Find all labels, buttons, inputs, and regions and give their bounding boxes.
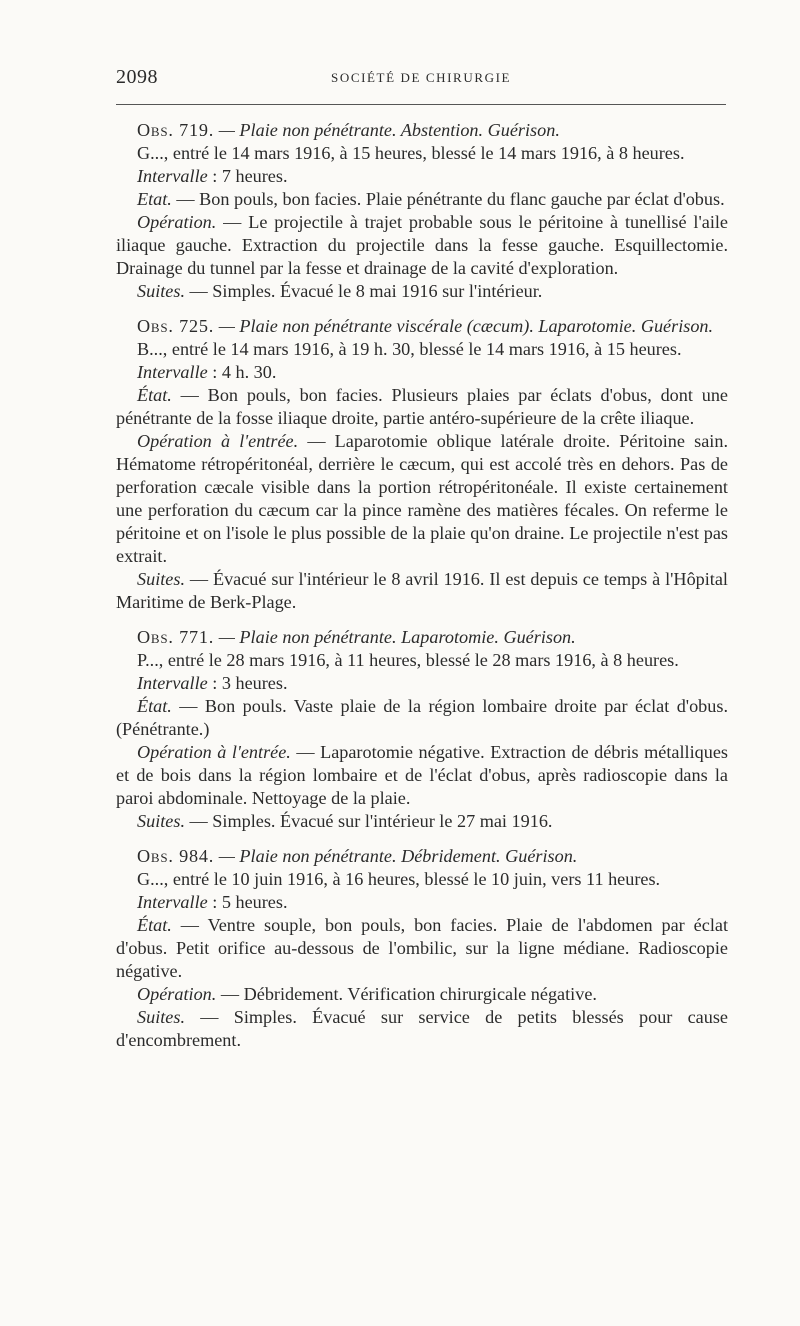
observation-number: Obs. 984.	[137, 846, 215, 866]
interval-paragraph	[116, 672, 728, 695]
observation-719	[116, 119, 728, 303]
paragraph-label: Opération.	[137, 212, 217, 232]
body-text	[116, 119, 728, 1064]
paragraph-text: — Ventre souple, bon pouls, bon facies. Plaie de l'abdomen par éclat d'obus. Petit orifice au-dessous de l'ombilic, sur la ligne médiane. Radioscopie négative.	[116, 915, 728, 981]
paragraph-text: : 5 heures.	[207, 892, 288, 912]
paragraph-text: — Simples. Évacué sur l'intérieur le 27 mai 1916.	[185, 811, 553, 831]
observation-725	[116, 315, 728, 614]
observation-title	[116, 845, 728, 868]
paragraph-label: Etat.	[137, 189, 172, 209]
paragraph-text: : 7 heures.	[207, 166, 288, 186]
paragraph-text: — Laparotomie négative. Extraction de débris métalliques et de bois dans la région lombaire et de l'éclat d'obus, après radioscopie dans la paroi abdominale. Nettoyage de la plaie.	[116, 742, 728, 808]
state-paragraph	[116, 188, 728, 211]
paragraph-label: Suites.	[137, 1007, 185, 1027]
observation-title	[116, 626, 728, 649]
paragraph-label: Opération à l'entrée.	[137, 431, 299, 451]
paragraph-text: : 3 heures.	[207, 673, 288, 693]
outcome-paragraph	[116, 810, 728, 833]
patient-entry	[116, 338, 728, 361]
observation-title	[116, 119, 728, 142]
paragraph-label: État.	[137, 915, 172, 935]
observation-771	[116, 626, 728, 833]
header-rule	[116, 104, 726, 105]
paragraph-text: — Simples. Évacué sur service de petits blessés pour cause d'encombrement.	[116, 1007, 728, 1050]
observation-number: Obs. 771.	[137, 627, 215, 647]
paragraph-label: Intervalle	[137, 673, 208, 693]
paragraph-text: : 4 h. 30.	[207, 362, 277, 382]
paragraph-text: P..., entré le 28 mars 1916, à 11 heures, blessé le 28 mars 1916, à 8 heures.	[137, 650, 679, 670]
operation-paragraph	[116, 430, 728, 568]
observation-description: — Plaie non pénétrante viscérale (cæcum). Laparotomie. Guérison.	[218, 316, 714, 336]
paragraph-text: G..., entré le 14 mars 1916, à 15 heures, blessé le 14 mars 1916, à 8 heures.	[137, 143, 685, 163]
paragraph-text: — Le projectile à trajet probable sous le péritoine à tunellisé l'aile iliaque gauche. Extraction du projectile dans la fesse gauche. Esquillectomie. Drainage du tunnel par la fesse et drainage de la cavité d'exploration.	[116, 212, 728, 278]
paragraph-text: — Bon pouls. Vaste plaie de la région lombaire droite par éclat d'obus. (Pénétrante.)	[116, 696, 728, 739]
running-title: SOCIÉTÉ DE CHIRURGIE	[331, 70, 512, 85]
paragraph-text: — Bon pouls, bon facies. Plaie pénétrante du flanc gauche par éclat d'obus.	[171, 189, 725, 209]
paragraph-label: Intervalle	[137, 362, 208, 382]
outcome-paragraph	[116, 568, 728, 614]
page-header	[116, 66, 726, 90]
patient-entry	[116, 649, 728, 672]
observation-title	[116, 315, 728, 338]
page-number: 2098	[116, 66, 158, 88]
paragraph-label: Intervalle	[137, 166, 208, 186]
paragraph-label: Opération.	[137, 984, 217, 1004]
paragraph-label: Suites.	[137, 811, 185, 831]
patient-entry	[116, 868, 728, 891]
interval-paragraph	[116, 361, 728, 384]
interval-paragraph	[116, 891, 728, 914]
paragraph-label: Intervalle	[137, 892, 208, 912]
paragraph-text: — Simples. Évacué le 8 mai 1916 sur l'intérieur.	[185, 281, 543, 301]
paragraph-label: Suites.	[137, 569, 185, 589]
operation-paragraph	[116, 211, 728, 280]
outcome-paragraph	[116, 280, 728, 303]
operation-paragraph	[116, 741, 728, 810]
state-paragraph	[116, 384, 728, 430]
paragraph-text: G..., entré le 10 juin 1916, à 16 heures, blessé le 10 juin, vers 11 heures.	[137, 869, 661, 889]
paragraph-text: — Bon pouls, bon facies. Plusieurs plaies par éclats d'obus, dont une pénétrante de la fosse iliaque droite, partie antéro-supérieure de la crête iliaque.	[116, 385, 728, 428]
state-paragraph	[116, 914, 728, 983]
observation-number: Obs. 719.	[137, 120, 215, 140]
observation-number: Obs. 725.	[137, 316, 215, 336]
observation-description: — Plaie non pénétrante. Abstention. Guérison.	[218, 120, 560, 140]
observation-984	[116, 845, 728, 1052]
observation-description: — Plaie non pénétrante. Laparotomie. Guérison.	[218, 627, 576, 647]
paragraph-text: — Débridement. Vérification chirurgicale négative.	[216, 984, 597, 1004]
state-paragraph	[116, 695, 728, 741]
observation-description: — Plaie non pénétrante. Débridement. Guérison.	[218, 846, 578, 866]
operation-paragraph	[116, 983, 728, 1006]
paragraph-label: État.	[137, 696, 172, 716]
outcome-paragraph	[116, 1006, 728, 1052]
paragraph-text: — Évacué sur l'intérieur le 8 avril 1916. Il est depuis ce temps à l'Hôpital Maritime de Berk-Plage.	[116, 569, 728, 612]
interval-paragraph	[116, 165, 728, 188]
paragraph-text: B..., entré le 14 mars 1916, à 19 h. 30, blessé le 14 mars 1916, à 15 heures.	[137, 339, 682, 359]
patient-entry	[116, 142, 728, 165]
paragraph-label: Suites.	[137, 281, 185, 301]
paragraph-label: État.	[137, 385, 172, 405]
paragraph-label: Opération à l'entrée.	[137, 742, 291, 762]
paragraph-text: — Laparotomie oblique latérale droite. Péritoine sain. Hématome rétropéritonéal, derrière le cæcum, qui est accolé très en dehors. Pas de perforation cæcale visible dans la portion rétropéritonéale. Il existe certainement une perforation du cæcum car la pince ramène des matières fécales. On referme le péritoine et on l'isole le plus possible de la plaie qu'on draine. Le projectile n'est pas extrait.	[116, 431, 728, 566]
